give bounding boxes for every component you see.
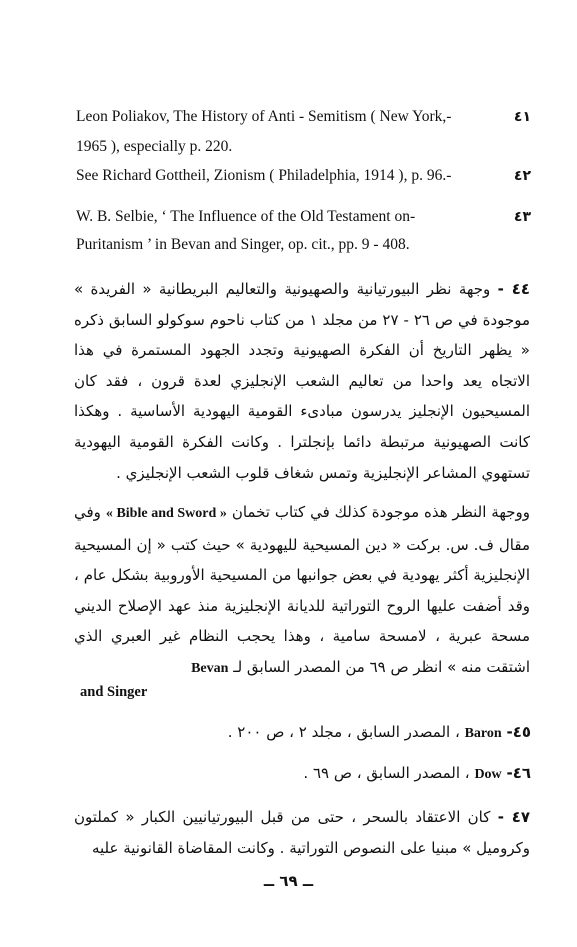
footnote-43-number: ٤٣ [513,209,531,225]
note-47-text: كان الاعتقاد بالسحر ، حتى من قبل البيورتيانيين الكبار « كملتون وكروميل » مبنيا على النصوص التوراتية . وكانت المقاضاة القانونية عليه [74,808,530,857]
footnote-43 [76,204,531,230]
page-number: ــ ٦٩ ــ [263,872,314,890]
note-46-text: ، المصدر السابق ، ص ٦٩ . [303,764,470,782]
footnote-42-number: ٤٢ [513,168,531,184]
and-singer-line [80,684,147,701]
note-44-number: ٤٤ - [497,280,530,298]
footnote-43-line1: W. B. Selbie, ‘ The Influence of the Old Testament on- [76,208,416,225]
note-45-number: ٤٥- [506,723,531,741]
footnote-41-line1: Leon Poliakov, The History of Anti - Semitism ( New York,- [76,108,452,125]
note-45-text: ، المصدر السابق ، مجلد ٢ ، ص ٢٠٠ . [227,723,460,741]
paragraph-2-part2: وفي مقال ف. س. بركت « دين المسيحية لليهودية » حيث كتب « إن المسيحية الإنجليزية أكثر يهودية في بعض جوانبها من المسيحية الأوروبية بشكل عام ، وقد أضفت عليها الروح التوراتية للديانة الإنجليزية منذ عهد الإصلاح الديني مسحة عبرية ، لامسحة سامية ، وهذا يحجب النظام غير العبري الذي اشتقت منه » انظر ص ٦٩ من المصدر السابق لـ [74,503,530,676]
footnote-43-line2 [76,232,531,258]
note-47-paragraph [74,802,530,863]
paragraph-2-part1: ووجهة النظر هذه موجودة كذلك في كتاب تخمان [231,503,530,521]
note-45-latin: Baron [464,726,502,741]
footnote-41 [76,104,531,130]
footnote-43-line2-text: Puritanism ’ in Bevan and Singer, op. cit., pp. 9 - 408. [76,236,410,253]
note-46-latin: Dow [474,767,502,782]
footnote-41-line2-text: 1965 ), especially p. 220. [76,138,233,155]
note-44-paragraph [74,274,530,488]
note-46-number: ٤٦- [506,764,531,782]
and-singer-text: and Singer [80,684,148,700]
footnote-42 [76,163,531,189]
bevan-name: Bevan [191,660,229,676]
note-44-text: وجهة نظر البيورتيانية والصهيونية والتعاليم البريطانية « الفريدة » موجودة في ص ٢٦ - ٢٧ من مجلد ١ من كتاب ناحوم سوكولو السابق ذكره « يظهر التاريخ أن الفكرة الصهيونية وتجدد الجهود المستمرة في هذا الاتجاه يعد واحدا من تعاليم الشعب الإنجليزي لعدة قرون ، فقد كان المسيحيون الإنجليز يدرسون مبادىء القومية اليهودية الأساسية . وهكذا كانت الصهيونية مرتبطة دائما بإنجلترا . وكانت الفكرة القومية اليهودية تستهوي المشاعر الإنجليزية وتمس شغاف قلوب الشعب الإنجليزي . [74,280,530,482]
note-47-number: ٤٧ - [497,808,530,826]
footnote-42-line1: See Richard Gottheil, Zionism ( Philadelphia, 1914 ), p. 96.- [76,167,452,184]
bible-and-sword-title: « Bible and Sword » [105,506,227,521]
footnote-41-number: ٤١ [513,109,531,125]
note-45 [75,723,531,742]
paragraph-bible-and-sword [74,497,530,685]
footnote-41-line2 [76,134,531,160]
note-46 [75,764,531,783]
